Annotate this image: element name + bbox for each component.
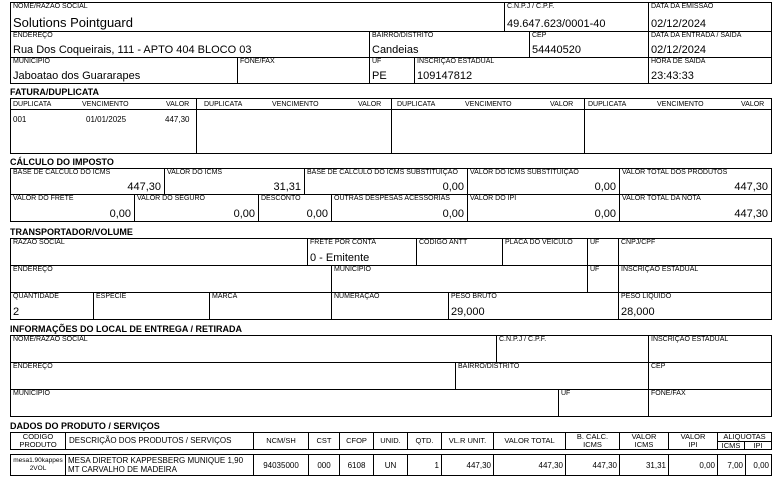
base-icms-value: 447,30	[127, 181, 161, 193]
td-unid: UN	[373, 454, 408, 476]
th-cst: CST	[308, 432, 340, 450]
frete-value: 0,00	[109, 208, 131, 220]
transp-uf2-label: UF	[590, 266, 600, 273]
data-entrada-value: 02/12/2024	[651, 44, 707, 56]
base-st-value: 0,00	[442, 181, 464, 193]
th-aliquotas-sub	[718, 442, 771, 450]
cnpj-box	[504, 2, 649, 32]
outras-despesas-box	[331, 194, 468, 222]
total-nota-label: VALOR TOTAL DA NOTA	[622, 195, 701, 202]
valor-st-label: VALOR DO ICMS SUBSTITUIÇÃO	[470, 169, 579, 176]
total-produtos-box	[619, 168, 772, 195]
base-icms-box	[10, 168, 165, 195]
endereco-box	[10, 31, 370, 58]
transp-marca-label: MARCA	[212, 293, 238, 300]
entrega-cnpj-box	[496, 335, 649, 363]
transp-especie-label: ESPÉCIE	[96, 293, 127, 300]
transp-antt-label: CODIGO ANTT	[419, 239, 468, 246]
ie-box	[414, 57, 649, 84]
transp-antt-box	[416, 238, 503, 266]
ie-label: INSCRIÇÃO ESTADUAL	[417, 58, 495, 65]
td-bcalc: 447,30	[565, 454, 620, 476]
th-unid: UNID.	[373, 432, 408, 450]
total-nota-value: 447,30	[734, 208, 768, 220]
th-bcalc: B. CALC. ICMS	[565, 432, 620, 450]
total-nota-box	[619, 194, 772, 222]
th-vipi: VALOR IPI	[668, 432, 718, 450]
fatura-hdr-venc-1: VENCIMENTO	[82, 101, 129, 108]
td-qtd: 1	[407, 454, 442, 476]
transp-placa-label: PLACA DO VEÍCULO	[505, 239, 573, 246]
ipi-label: VALOR DO IPI	[470, 195, 517, 202]
valor-st-box	[467, 168, 620, 195]
hora-saida-label: HORA DE SAÍDA	[651, 58, 706, 65]
entrega-uf-label: UF	[561, 390, 571, 397]
transp-endereco-label: ENDEREÇO	[13, 266, 53, 273]
bairro-box	[369, 31, 530, 58]
fatura-title: FATURA/DUPLICATA	[10, 87, 99, 97]
transp-endereco-box	[10, 265, 332, 293]
ipi-value: 0,00	[594, 208, 616, 220]
transp-especie-box	[93, 292, 210, 320]
desconto-value: 0,00	[306, 208, 328, 220]
transp-razao-label: RAZÃO SOCIAL	[13, 239, 65, 246]
entrega-bairro-label: BAIRRO/DISTRITO	[458, 363, 520, 370]
entrega-bairro-box	[455, 362, 649, 390]
imposto-title: CÁLCULO DO IMPOSTO	[10, 157, 114, 167]
fatura-hdr-venc-3: VENCIMENTO	[465, 101, 512, 108]
td-codigo: mesa1.90kappes 2VOL	[10, 454, 66, 476]
outras-despesas-label: OUTRAS DESPESAS ACESSÓRIAS	[334, 195, 450, 202]
td-aliq-icms: 7,00	[717, 454, 746, 476]
entrega-razao-box	[10, 335, 497, 363]
entrega-razao-label: NOME/RAZÃO SOCIAL	[13, 336, 88, 343]
transp-uf2-box	[587, 265, 619, 293]
th-aliquotas	[717, 432, 772, 450]
razao-social-value: Solutions Pointguard	[13, 15, 133, 30]
th-descricao: DESCRIÇÃO DOS PRODUTOS / SERVIÇOS	[65, 432, 254, 450]
outras-despesas-value: 0,00	[442, 208, 464, 220]
cnpj-value: 49.647.623/0001-40	[507, 18, 606, 30]
total-produtos-value: 447,30	[734, 181, 768, 193]
transp-frete-value: 0 - Emitente	[310, 252, 370, 264]
data-emissao-value: 02/12/2024	[651, 18, 707, 30]
transp-peso-bruto-value: 29,000	[451, 306, 485, 318]
entrega-municipio-label: MUNICÍPIO	[13, 390, 50, 397]
transp-municipio-label: MUNICÍPIO	[334, 266, 371, 273]
transp-cnpj-box	[618, 238, 772, 266]
fatura-hdr-valor-1: VALOR	[166, 101, 190, 108]
th-ncm: NCM/SH	[253, 432, 309, 450]
valor-icms-box	[164, 168, 305, 195]
fatura-valor-value: 447,30	[165, 115, 190, 124]
td-valor-total: 447,30	[493, 454, 566, 476]
transp-peso-bruto-box	[448, 292, 619, 320]
entrega-cep-label: CEP	[651, 363, 666, 370]
fatura-hdr-dup-1: DUPLICATA	[13, 101, 52, 108]
entrega-fone-box	[648, 389, 772, 417]
data-entrada-label: DATA DA ENTRADA / SAÍDA	[651, 32, 742, 39]
fatura-hdr-valor-4: VALOR	[741, 101, 765, 108]
hora-saida-value: 23:43:33	[651, 70, 694, 82]
transp-marca-box	[209, 292, 332, 320]
th-valor-total: VALOR TOTAL	[493, 432, 566, 450]
transp-frete-label: FRETE POR CONTA	[310, 239, 376, 246]
hora-saida-box	[648, 57, 772, 84]
transp-frete-box	[307, 238, 417, 266]
fatura-dup-value: 001	[13, 115, 27, 124]
fatura-hdr-dup-3: DUPLICATA	[397, 101, 436, 108]
entrega-cep-box	[648, 362, 772, 390]
td-vipi: 0,00	[668, 454, 718, 476]
td-descricao: MESA DIRETOR KAPPESBERG MUNIQUE 1,90 MT CARVALHO DE MADEIRA	[65, 454, 254, 476]
transp-peso-liquido-box	[618, 292, 772, 320]
td-cfop: 6108	[339, 454, 374, 476]
base-st-box	[304, 168, 468, 195]
valor-icms-value: 31,31	[273, 181, 301, 193]
th-aliquotas-label: ALIQUOTAS	[718, 433, 771, 442]
th-aliq-icms: ICMS	[718, 442, 745, 450]
transp-peso-liquido-label: PESO LÍQUIDO	[621, 293, 672, 300]
cnpj-label: C.N.P.J / C.P.F.	[507, 3, 555, 10]
entrega-endereco-box	[10, 362, 456, 390]
transp-razao-box	[10, 238, 308, 266]
transp-placa-box	[502, 238, 588, 266]
transp-uf-box	[587, 238, 619, 266]
transp-peso-bruto-label: PESO BRUTO	[451, 293, 497, 300]
desconto-label: DESCONTO	[261, 195, 301, 202]
cep-value: 54440520	[532, 44, 581, 56]
seguro-value: 0,00	[233, 208, 255, 220]
total-produtos-label: VALOR TOTAL DOS PRODUTOS	[622, 169, 728, 176]
entrega-municipio-box	[10, 389, 559, 417]
transp-uf-label: UF	[590, 239, 600, 246]
th-vicms: VALOR ICMS	[619, 432, 669, 450]
base-st-label: BASE DE CÁLCULO DO ICMS SUBSTITUIÇÃO	[307, 169, 458, 176]
base-icms-label: BASE DE CÁLCULO DO ICMS	[13, 169, 111, 176]
entrega-fone-label: FONE/FAX	[651, 390, 686, 397]
bairro-label: BAIRRO/DISTRITO	[372, 32, 434, 39]
ie-value: 109147812	[417, 70, 473, 82]
transp-numeracao-label: NUMERAÇÃO	[334, 293, 380, 300]
fatura-hdr-venc-4: VENCIMENTO	[657, 101, 704, 108]
td-vicms: 31,31	[619, 454, 669, 476]
transp-cnpj-label: CNPJ/CPF	[621, 239, 656, 246]
razao-social-label: NOME/RAZÃO SOCIAL	[13, 3, 88, 10]
transp-ie-label: INSCRIÇÃO ESTADUAL	[621, 266, 699, 273]
td-ncm: 94035000	[253, 454, 309, 476]
fatura-hdr-valor-3: VALOR	[550, 101, 574, 108]
transp-numeracao-box	[331, 292, 449, 320]
entrega-uf-box	[558, 389, 649, 417]
fatura-hdr-venc-2: VENCIMENTO	[272, 101, 319, 108]
transp-qtd-box	[10, 292, 94, 320]
municipio-value: Jaboatao dos Guararapes	[13, 70, 141, 82]
fone-label: FONE/FAX	[240, 58, 275, 65]
valor-st-value: 0,00	[594, 181, 616, 193]
data-emissao-box	[648, 2, 772, 32]
th-qtd: QTD.	[407, 432, 442, 450]
td-aliq-ipi: 0,00	[745, 454, 772, 476]
uf-label: UF	[372, 58, 382, 65]
fatura-hdr-valor-2: VALOR	[358, 101, 382, 108]
fatura-venc-value: 01/01/2025	[86, 115, 127, 124]
fatura-hdr-dup-4: DUPLICATA	[588, 101, 627, 108]
entrega-ie-label: INSCRIÇÃO ESTADUAL	[651, 336, 729, 343]
ipi-box	[467, 194, 620, 222]
municipio-box	[10, 57, 238, 84]
entrega-cnpj-label: C.N.P.J / C.P.F.	[499, 336, 547, 343]
uf-value: PE	[372, 70, 387, 82]
uf-box	[369, 57, 415, 84]
frete-box	[10, 194, 135, 222]
transp-ie-box	[618, 265, 772, 293]
transp-peso-liquido-value: 28,000	[621, 306, 655, 318]
entrega-endereco-label: ENDEREÇO	[13, 363, 53, 370]
valor-icms-label: VALOR DO ICMS	[167, 169, 223, 176]
endereco-label: ENDEREÇO	[13, 32, 53, 39]
bairro-value: Candeias	[372, 44, 419, 56]
entrega-ie-box	[648, 335, 772, 363]
transp-qtd-value: 2	[13, 306, 20, 318]
th-aliq-ipi: IPI	[753, 441, 763, 450]
endereco-value: Rua Dos Coqueirais, 111 - APTO 404 BLOCO 03	[13, 44, 252, 56]
data-entrada-box	[648, 31, 772, 58]
seguro-box	[134, 194, 259, 222]
th-cfop: CFOP	[339, 432, 374, 450]
fatura-hdr-dup-2: DUPLICATA	[204, 101, 243, 108]
transp-municipio-box	[331, 265, 588, 293]
td-cst: 000	[308, 454, 340, 476]
produtos-title: DADOS DO PRODUTO / SERVIÇOS	[10, 421, 160, 431]
transportador-title: TRANSPORTADOR/VOLUME	[10, 227, 133, 237]
razao-social-box	[10, 2, 505, 32]
data-emissao-label: DATA DA EMISSÃO	[651, 3, 714, 10]
th-vlr-unit: VL.R UNIT.	[441, 432, 494, 450]
fone-box	[237, 57, 370, 84]
desconto-box	[258, 194, 332, 222]
frete-label: VALOR DO FRETE	[13, 195, 74, 202]
th-codigo: CODIGO PRODUTO	[10, 432, 66, 450]
td-vlr-unit: 447,30	[441, 454, 494, 476]
cep-label: CEP	[532, 32, 547, 39]
municipio-label: MUNICÍPIO	[13, 58, 50, 65]
transp-qtd-label: QUANTIDADE	[13, 293, 59, 300]
entrega-title: INFORMAÇÕES DO LOCAL DE ENTREGA / RETIRADA	[10, 324, 243, 334]
cep-box	[529, 31, 649, 58]
seguro-label: VALOR DO SEGURO	[137, 195, 205, 202]
